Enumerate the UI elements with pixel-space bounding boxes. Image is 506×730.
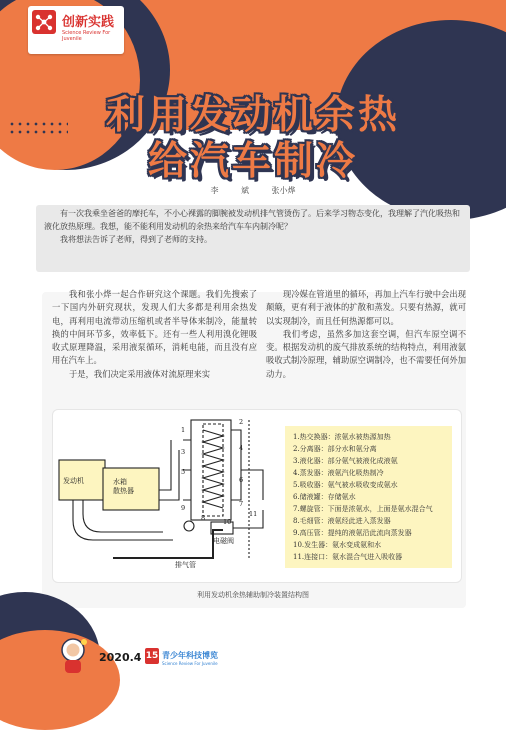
tank-label: 水箱 散热器 — [113, 478, 134, 495]
body-paragraph: 我们考虑，虽然多加这套空调，但汽车原空调不变。根据发动机的废气排放系统的结构特点，利用液氨吸收式制冷原理，辅助原空调制冷，也不需要任何外加动力。 — [266, 328, 466, 379]
figure-caption: 利用发动机余热辅助制冷装置结构图 — [197, 591, 309, 599]
legend-item: 7.螺旋管：下面是浓氨水，上面是氨水混合气 — [293, 505, 433, 513]
molecule-icon — [32, 10, 56, 34]
svg-text:7: 7 — [239, 500, 244, 508]
legend-item: 3.液化器：部分氨气被液化成液氨 — [293, 457, 398, 465]
svg-text:11: 11 — [249, 510, 258, 518]
magazine-subtitle: Science Review For Juvenile — [162, 661, 218, 666]
issue-number: 15 — [145, 648, 159, 664]
section-badge — [28, 6, 124, 54]
page-title-line2: 给汽车制冷 — [147, 139, 358, 184]
legend-item: 1.热交换器：浓氨水被热源加热 — [293, 433, 391, 441]
intro-box — [36, 205, 470, 272]
svg-text:6: 6 — [239, 476, 244, 484]
svg-text:10: 10 — [223, 518, 232, 526]
svg-text:8: 8 — [201, 514, 206, 522]
diagram-legend — [285, 426, 452, 568]
svg-text:4: 4 — [239, 444, 244, 452]
badge-title: 创新实践 — [62, 15, 115, 30]
valve-label: 电磁阀 — [213, 537, 234, 545]
legend-item: 9.高压管：提纯的液氨沿此流向蒸发器 — [293, 529, 412, 537]
legend-item: 8.毛细管：液氨经此进入蒸发器 — [293, 517, 391, 525]
body-paragraph: 现冷媒在管道里的循环，再加上汽车行驶中会出现颠簸，更有利于液体的扩散和蒸发。只要有热源，就可以实现制冷，而且任何热源都可以。 — [266, 289, 466, 326]
intro-paragraph: 我将想法告诉了老师，得到了老师的支持。 — [60, 235, 212, 244]
svg-text:9: 9 — [181, 504, 186, 512]
article-column-right — [266, 288, 466, 381]
legend-item: 11.连接口：氨水混合气进入吸收器 — [293, 553, 403, 561]
engine-label: 发动机 — [63, 477, 84, 485]
magazine-name: 青少年科技博览 — [162, 651, 218, 660]
svg-text:3: 3 — [181, 448, 186, 456]
exhaust-label: 排气管 — [175, 561, 196, 569]
intro-paragraph: 有一次我乘坐爸爸的摩托车，不小心裸露的脚腕被发动机排气管烫伤了。后来学习物态变化，我理解了汽化吸热和液化放热原理。我想，能不能利用发动机的余热来给汽车车内制冷呢？ — [44, 209, 460, 231]
article-column-left — [52, 288, 257, 381]
body-paragraph: 于是，我们决定采用液体对流原理来实 — [69, 368, 211, 379]
issue-date: 2020.4 — [99, 651, 142, 664]
legend-item: 10.发生器：氨水变成氨和水 — [293, 541, 382, 549]
svg-text:1: 1 — [181, 426, 186, 434]
legend-item: 6.储液罐：存储氨水 — [293, 493, 356, 501]
legend-item: 5.吸收器：氨气被水吸收变成氨水 — [293, 481, 398, 489]
authors: 李 斌 张小烨 — [210, 186, 296, 195]
legend-item: 4.蒸发器：液氨汽化吸热制冷 — [293, 469, 384, 477]
body-paragraph: 我和张小烨一起合作研究这个课题。我们先搜索了一下国内外研究现状，发现人们大多都是利用余热发电，再利用电流带动压缩机或者半导体来制冷，能量转换的中间环节多，效率低下。还有一些人利用溴化锂吸收式原理降温，采用液泵循环，消耗电能，而且没有应用在汽车上。 — [52, 289, 257, 366]
page-title-line1: 利用发动机余热 — [105, 93, 400, 138]
legend-item: 2.分离器：部分水和氨分离 — [293, 445, 377, 453]
astronaut-mascot-icon — [56, 636, 90, 676]
svg-text:2: 2 — [239, 418, 244, 426]
svg-text:5: 5 — [181, 468, 186, 476]
badge-subtitle: Science Review For Juvenile — [62, 30, 111, 42]
